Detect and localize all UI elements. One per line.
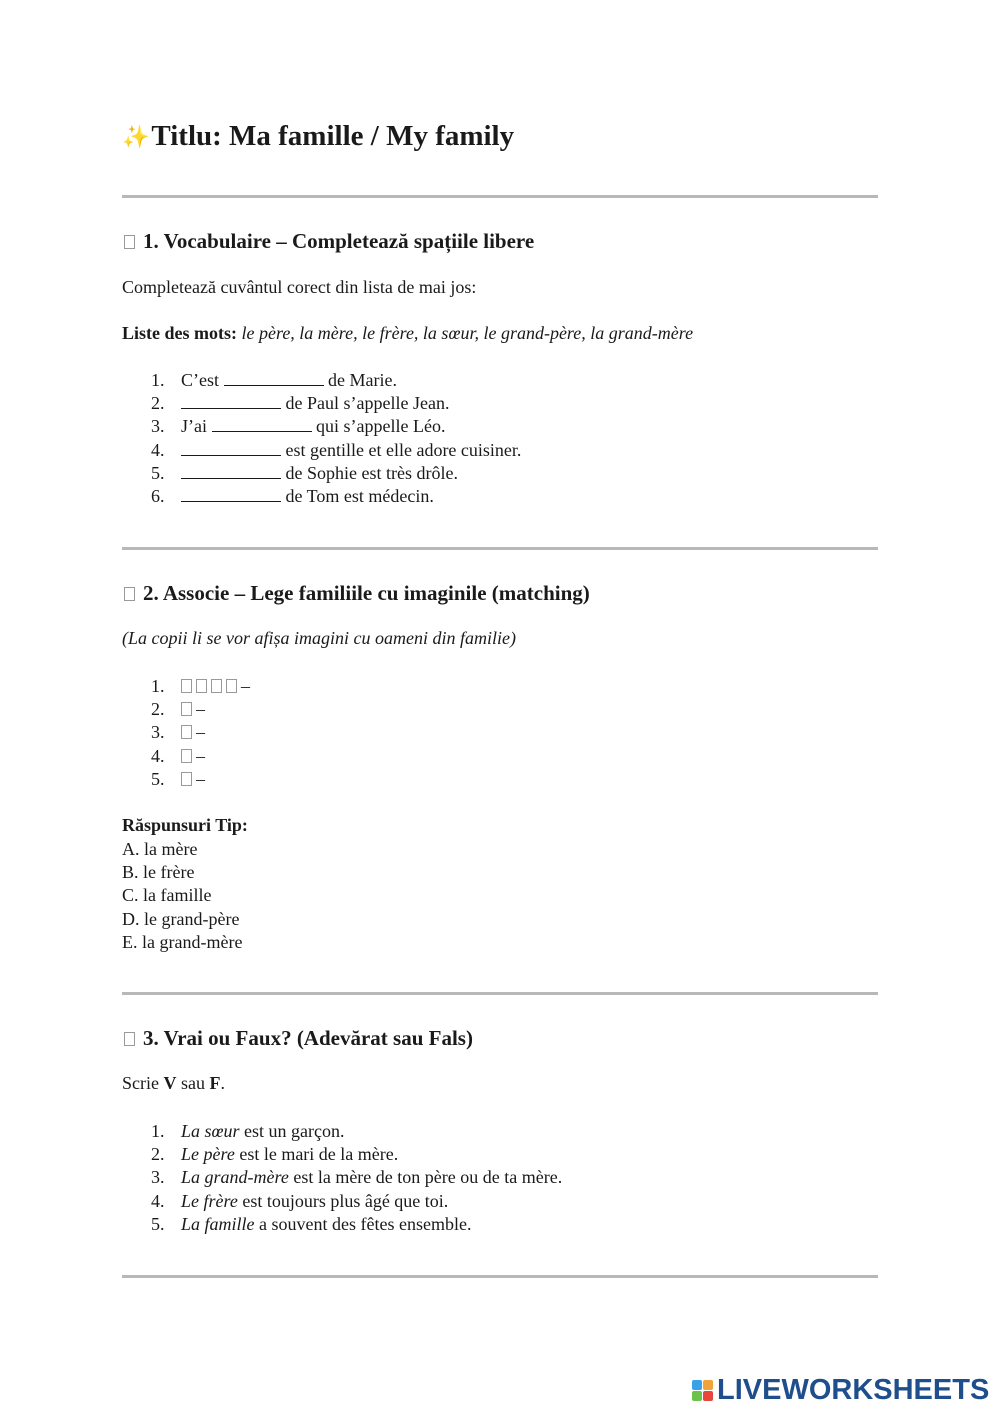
divider — [122, 992, 878, 995]
item-text: de Marie. — [323, 370, 397, 390]
list-item — [122, 1120, 562, 1143]
item-text: de Paul s’appelle Jean. — [281, 393, 450, 414]
blank-line[interactable] — [181, 486, 281, 502]
item-subject: La famille — [181, 1213, 255, 1234]
item-text: J’ai — [181, 416, 212, 437]
item-number: 4. — [151, 1190, 165, 1211]
item-number: 1. — [151, 676, 165, 696]
answers-list — [122, 838, 242, 954]
missing-image-icon — [181, 679, 192, 693]
item-text: C’est — [181, 370, 224, 390]
item-text: de Sophie est très drôle. — [281, 462, 458, 483]
item-text: qui s’appelle Léo. — [311, 416, 446, 437]
section-1-heading-text: 1. Vocabulaire – Completează spațiile libere — [143, 229, 535, 253]
item-text: est le mari de la mère. — [234, 1144, 399, 1165]
missing-image-icon — [226, 679, 237, 693]
list-item — [122, 439, 521, 462]
item-number: 3. — [151, 722, 165, 743]
logo-square — [692, 1380, 702, 1390]
missing-glyph-icon — [124, 235, 135, 249]
list-item — [122, 392, 521, 415]
item-number: 5. — [151, 462, 165, 483]
blank-line[interactable] — [181, 440, 281, 456]
blank-line[interactable] — [181, 463, 281, 479]
item-text: est toujours plus âgé que toi. — [237, 1190, 449, 1211]
liveworksheets-logo-icon — [692, 1380, 713, 1401]
list-item — [122, 1213, 562, 1236]
answer-option: A. la mère — [122, 839, 198, 859]
item-number: 4. — [151, 439, 165, 460]
item-dash: – — [196, 722, 205, 743]
item-subject: Le père — [181, 1144, 235, 1165]
word-list — [122, 323, 693, 344]
missing-image-icon — [211, 679, 222, 693]
item-text: est gentille et elle adore cuisiner. — [281, 439, 522, 460]
liveworksheets-logo[interactable] — [692, 1374, 989, 1407]
section-1-instruction: Completează cuvântul corect din lista de mai jos: — [122, 277, 477, 297]
item-number: 6. — [151, 485, 165, 506]
item-text: est la mère de ton père ou de ta mère. — [288, 1167, 563, 1188]
item-number: 1. — [151, 370, 165, 390]
item-subject: Le frère — [181, 1190, 238, 1211]
missing-glyph-icon — [124, 587, 135, 601]
answer-option: B. le frère — [122, 862, 195, 883]
word-list-label: Liste des mots: — [122, 323, 237, 343]
list-item — [122, 745, 250, 768]
list-item — [122, 462, 521, 485]
list-item — [122, 1166, 562, 1189]
list-item — [122, 768, 250, 791]
missing-glyph-icon — [124, 1032, 135, 1046]
answer-option: D. le grand-père — [122, 908, 240, 929]
page-title — [122, 120, 514, 153]
matching-list — [122, 675, 250, 791]
logo-square — [692, 1391, 702, 1401]
item-subject: La sœur — [181, 1121, 240, 1141]
section-3-instruction: Scrie V sau F. — [122, 1073, 225, 1093]
item-dash: – — [241, 676, 250, 696]
missing-image-icon — [181, 702, 192, 716]
list-item — [122, 369, 521, 392]
list-item — [122, 698, 250, 721]
divider — [122, 547, 878, 550]
item-number: 1. — [151, 1121, 165, 1141]
list-item — [122, 1190, 562, 1213]
liveworksheets-brand-text: LIVEWORKSHEETS — [717, 1374, 990, 1406]
blank-line[interactable] — [224, 370, 324, 386]
section-1-heading — [122, 229, 534, 254]
answer-option: E. la grand-mère — [122, 931, 243, 952]
blank-line[interactable] — [181, 393, 281, 409]
answer-option: C. la famille — [122, 885, 212, 906]
item-dash: – — [196, 768, 205, 789]
item-number: 2. — [151, 699, 165, 720]
item-number: 2. — [151, 1144, 165, 1165]
item-number: 5. — [151, 1213, 165, 1234]
list-item — [122, 675, 250, 698]
divider — [122, 195, 878, 198]
logo-square — [703, 1391, 713, 1401]
missing-image-icon — [181, 749, 192, 763]
item-number: 3. — [151, 416, 165, 437]
item-text: de Tom est médecin. — [281, 485, 434, 506]
item-number: 4. — [151, 745, 165, 766]
section-2-heading-text: 2. Associe – Lege familiile cu imaginile (matching) — [143, 581, 590, 605]
item-dash: – — [196, 699, 205, 720]
word-list-words: le père, la mère, le frère, la sœur, le grand-père, la grand-mère — [241, 323, 694, 343]
section-2-note: (La copii li se vor afișa imagini cu oameni din familie) — [122, 628, 516, 648]
vocabulary-list — [122, 369, 521, 508]
item-number: 5. — [151, 768, 165, 789]
page-title-text: Titlu: Ma famille / My family — [151, 120, 515, 152]
section-3-heading-text: 3. Vrai ou Faux? (Adevărat sau Fals) — [143, 1026, 473, 1050]
section-2-heading — [122, 581, 590, 606]
answers-label: Răspunsuri Tip: — [122, 815, 248, 835]
missing-image-icon — [196, 679, 207, 693]
item-number: 3. — [151, 1167, 165, 1188]
missing-image-icon — [181, 725, 192, 739]
logo-square — [703, 1380, 713, 1390]
item-subject: La grand-mère — [181, 1167, 289, 1188]
sparkles-icon: ✨ — [122, 123, 150, 149]
list-item — [122, 415, 521, 438]
list-item — [122, 1143, 562, 1166]
true-false-list — [122, 1120, 562, 1236]
list-item — [122, 721, 250, 744]
section-3-heading — [122, 1026, 473, 1051]
blank-line[interactable] — [212, 416, 312, 432]
item-text: est un garçon. — [239, 1121, 345, 1141]
item-text: a souvent des fêtes ensemble. — [254, 1213, 472, 1234]
item-dash: – — [196, 745, 205, 766]
divider — [122, 1275, 878, 1278]
item-number: 2. — [151, 393, 165, 414]
missing-image-icon — [181, 772, 192, 786]
list-item — [122, 485, 521, 508]
